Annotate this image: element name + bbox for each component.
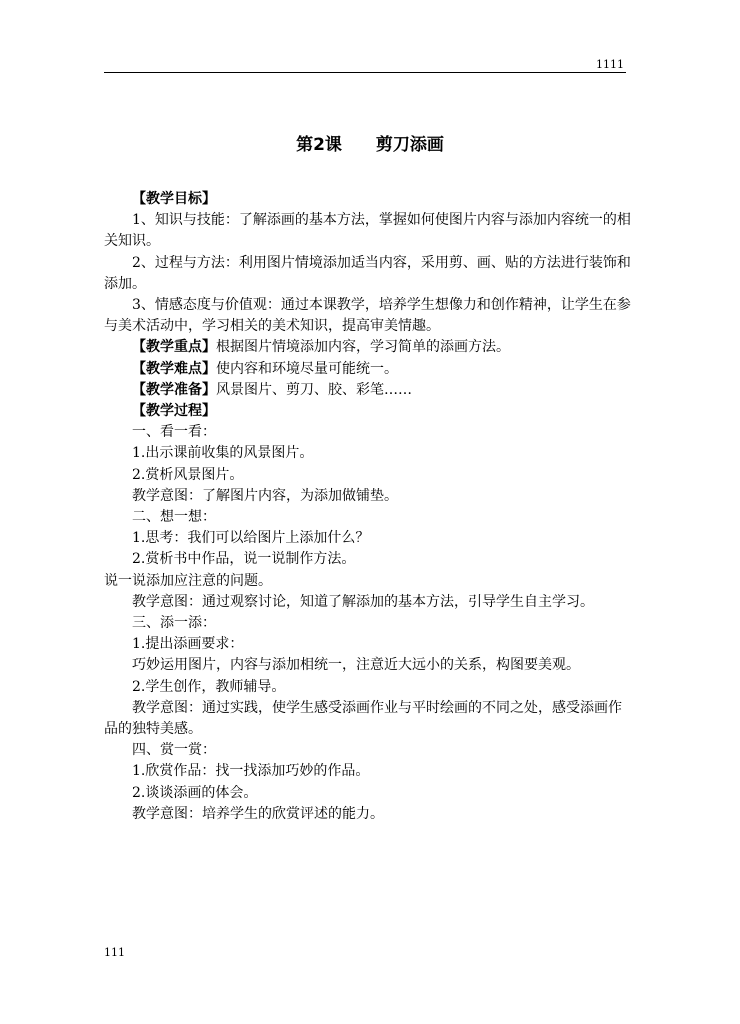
prep-text: 风景图片、剪刀、胶、彩笔…… <box>216 381 412 398</box>
difficulty-text: 使内容和环境尽量可能统一。 <box>216 360 398 377</box>
step3-item2: 2.学生创作，教师辅导。 <box>132 678 286 695</box>
step4-item1: 1.欣赏作品：找一找添加巧妙的作品。 <box>132 763 370 780</box>
step2-item3: 说一说添加应注意的问题。 <box>104 572 272 589</box>
lesson-name: 剪刀添画 <box>375 135 444 155</box>
lesson-number: 第2课 <box>296 135 342 155</box>
step3-intent: 教学意图：通过实践，使学生感受添画作业与平时绘画的不同之处，感受添画作品的独特美感。 <box>104 699 622 738</box>
step4-item2: 2.谈谈添画的体会。 <box>132 784 258 801</box>
step3-item1: 1.提出添画要求： <box>132 636 244 653</box>
goal-attitude: 3、情感态度与价值观：通过本课教学，培养学生想像力和创作精神，让学生在参与美术活动中，学习相关的美术知识，提高审美情趣。 <box>104 297 631 335</box>
step2-intent: 教学意图：通过观察讨论，知道了解添加的基本方法，引导学生自主学习。 <box>132 593 594 610</box>
key-text: 根据图片情境添加内容，学习简单的添画方法。 <box>216 339 510 356</box>
key-heading: 【教学重点】 <box>132 339 216 356</box>
step1-item2: 2.赏析风景图片。 <box>132 466 244 483</box>
footer-page-number: 111 <box>104 946 125 959</box>
step1-intent: 教学意图：了解图片内容，为添加做铺垫。 <box>132 487 398 504</box>
step2-title: 二、想一想： <box>132 509 216 526</box>
step3-title: 三、添一添： <box>132 615 216 632</box>
lesson-body <box>104 189 634 825</box>
prep-heading: 【教学准备】 <box>132 381 216 398</box>
difficulty-heading: 【教学难点】 <box>132 360 216 377</box>
difficulty-point <box>104 359 634 380</box>
header-divider <box>104 72 626 73</box>
goals-heading: 【教学目标】 <box>132 191 216 207</box>
step4-title: 四、赏一赏： <box>132 742 216 759</box>
key-point <box>104 337 634 358</box>
step1-item1: 1.出示课前收集的风景图片。 <box>132 445 314 462</box>
process-heading: 【教学过程】 <box>132 403 216 420</box>
preparation <box>104 380 634 401</box>
step2-item2: 2.赏析书中作品，说一说制作方法。 <box>132 551 356 568</box>
goal-process: 2、过程与方法：利用图片情境添加适当内容，采用剪、画、贴的方法进行装饰和添加。 <box>104 254 631 292</box>
step2-item1: 1.思考：我们可以给图片上添加什么？ <box>132 530 370 547</box>
lesson-title <box>0 130 740 155</box>
goal-knowledge: 1、知识与技能：了解添画的基本方法，掌握如何使图片内容与添加内容统一的相关知识。 <box>104 212 631 250</box>
step1-title: 一、看一看： <box>132 424 216 441</box>
step3-item1-detail: 巧妙运用图片，内容与添加相统一，注意近大远小的关系，构图要美观。 <box>132 657 580 674</box>
header-page-number: 1111 <box>596 58 624 71</box>
step4-intent: 教学意图：培养学生的欣赏评述的能力。 <box>132 805 384 822</box>
